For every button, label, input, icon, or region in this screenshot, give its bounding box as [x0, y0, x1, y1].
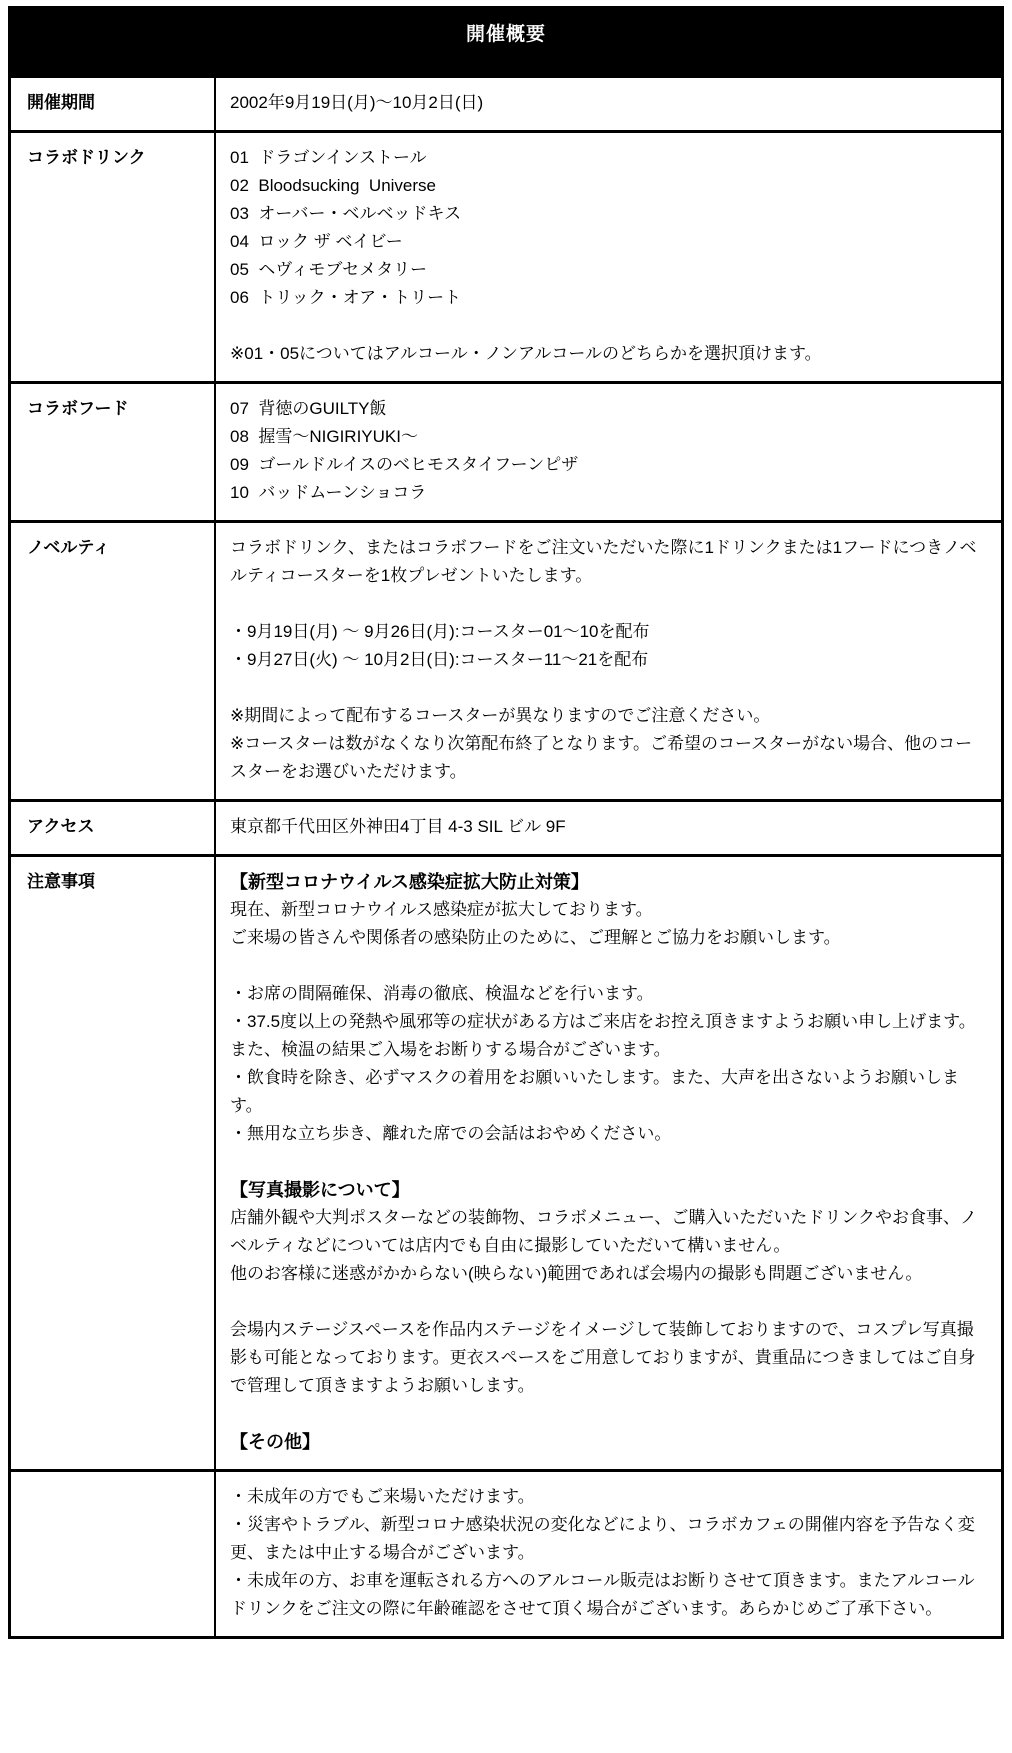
content-line: 09 ゴールドルイスのベヒモスタイフーンピザ: [230, 455, 579, 474]
content-line: 会場内ステージスペースを作品内ステージをイメージして装飾しておりますので、コスプレ写真撮影も可能となっております。更衣スペースをご用意しておりますが、貴重品につきましてはご自身で管理して頂きますようお願いします。: [230, 1320, 976, 1395]
content-line: [230, 674, 987, 702]
content-line: [230, 1148, 987, 1176]
content-line: [230, 312, 987, 340]
table-rows: [11, 75, 1001, 1636]
content-line: 【写真撮影について】: [230, 1180, 410, 1200]
row-label: コラボフード: [11, 384, 216, 520]
row-label: ノベルティ: [11, 523, 216, 799]
table-row: [11, 854, 1001, 1469]
content-line: ・お席の間隔確保、消毒の徹底、検温などを行います。: [230, 984, 654, 1003]
content-line: 03 オーバー・ベルベッドキス: [230, 204, 462, 223]
row-content: [216, 857, 1001, 1469]
content-line: [230, 590, 987, 618]
table-row: [11, 130, 1001, 381]
table-row: [11, 381, 1001, 520]
table-title-bar: [11, 9, 1001, 75]
row-content: [216, 133, 1001, 381]
table-row: [11, 799, 1001, 854]
content-line: 07 背徳のGUILTY飯: [230, 399, 387, 418]
content-line: 05 ヘヴィモブセメタリー: [230, 260, 428, 279]
content-line: ・未成年の方、お車を運転される方へのアルコール販売はお断りさせて頂きます。またアルコールドリンクをご注文の際に年齢確認をさせて頂く場合がございます。あらかじめご了承下さい。: [230, 1571, 975, 1618]
row-content: [216, 802, 1001, 854]
content-line: ・9月27日(火) ～ 10月2日(日):コースター11～21を配布: [230, 650, 649, 669]
table-row: [11, 1469, 1001, 1636]
event-overview-table: [8, 6, 1004, 1639]
content-line: コラボドリンク、またはコラボフードをご注文いただいた際に1ドリンクまたは1フードにつきノベルティコースターを1枚プレゼントいたします。: [230, 538, 977, 585]
content-line: 他のお客様に迷惑がかからない(映らない)範囲であれば会場内の撮影も問題ございません。: [230, 1264, 923, 1283]
row-content: [216, 523, 1001, 799]
content-line: 【その他】: [230, 1432, 320, 1452]
content-line: ・37.5度以上の発熱や風邪等の症状がある方はご来店をお控え頂きますようお願い申し上げます。 また、検温の結果ご入場をお断りする場合がございます。: [230, 1012, 981, 1059]
content-line: 【新型コロナウイルス感染症拡大防止対策】: [230, 872, 589, 892]
content-line: [230, 1288, 987, 1316]
content-line: 10 バッドムーンショコラ: [230, 483, 427, 502]
content-line: ※コースターは数がなくなり次第配布終了となります。ご希望のコースターがない場合、他のコースターをお選びいただけます。: [230, 734, 973, 781]
table-title: 開催概要: [465, 24, 546, 45]
table-row: [11, 520, 1001, 799]
content-line: ・9月19日(月) ～ 9月26日(月):コースター01～10を配布: [230, 622, 650, 641]
content-line: ・飲食時を除き、必ずマスクの着用をお願いいたします。また、大声を出さないようお願いします。: [230, 1068, 959, 1115]
row-content: [216, 384, 1001, 520]
content-line: 店舗外観や大判ポスターなどの装飾物、コラボメニュー、ご購入いただいたドリンクやお食事、ノベルティなどについては店内でも自由に撮影していただいて構いません。: [230, 1208, 977, 1255]
content-line: 現在、新型コロナウイルス感染症が拡大しております。: [230, 900, 653, 919]
content-line: 2002年9月19日(月)～10月2日(日): [230, 93, 484, 112]
content-line: ご来場の皆さんや関係者の感染防止のために、ご理解とご協力をお願いします。: [230, 928, 841, 947]
row-content: [216, 78, 1001, 130]
row-label: アクセス: [11, 802, 216, 854]
content-line: ・災害やトラブル、新型コロナ感染状況の変化などにより、コラボカフェの開催内容を予告なく変更、または中止する場合がございます。: [230, 1515, 975, 1562]
content-line: 東京都千代田区外神田4丁目 4-3 SIL ビル 9F: [230, 817, 566, 836]
content-line: 04 ロック ザ ベイビー: [230, 232, 403, 251]
content-line: ※期間によって配布するコースターが異なりますのでご注意ください。: [230, 706, 771, 725]
content-line: 06 トリック・オア・トリート: [230, 288, 462, 307]
row-label: コラボドリンク: [11, 133, 216, 381]
content-line: ・無用な立ち歩き、離れた席での会話はおやめください。: [230, 1124, 672, 1143]
content-line: 01 ドラゴンインストール: [230, 148, 427, 167]
row-label: 開催期間: [11, 78, 216, 130]
content-line: [230, 952, 987, 980]
row-label: [11, 1472, 216, 1636]
row-content: [216, 1472, 1001, 1636]
row-label: 注意事項: [11, 857, 216, 1469]
content-line: 02 Bloodsucking Universe: [230, 176, 437, 195]
content-line: ※01・05についてはアルコール・ノンアルコールのどちらかを選択頂けます。: [230, 344, 822, 363]
content-line: ・未成年の方でもご来場いただけます。: [230, 1487, 535, 1506]
content-line: 08 握雪～NIGIRIYUKI～: [230, 427, 418, 446]
table-row: [11, 75, 1001, 130]
content-line: [230, 1400, 987, 1428]
